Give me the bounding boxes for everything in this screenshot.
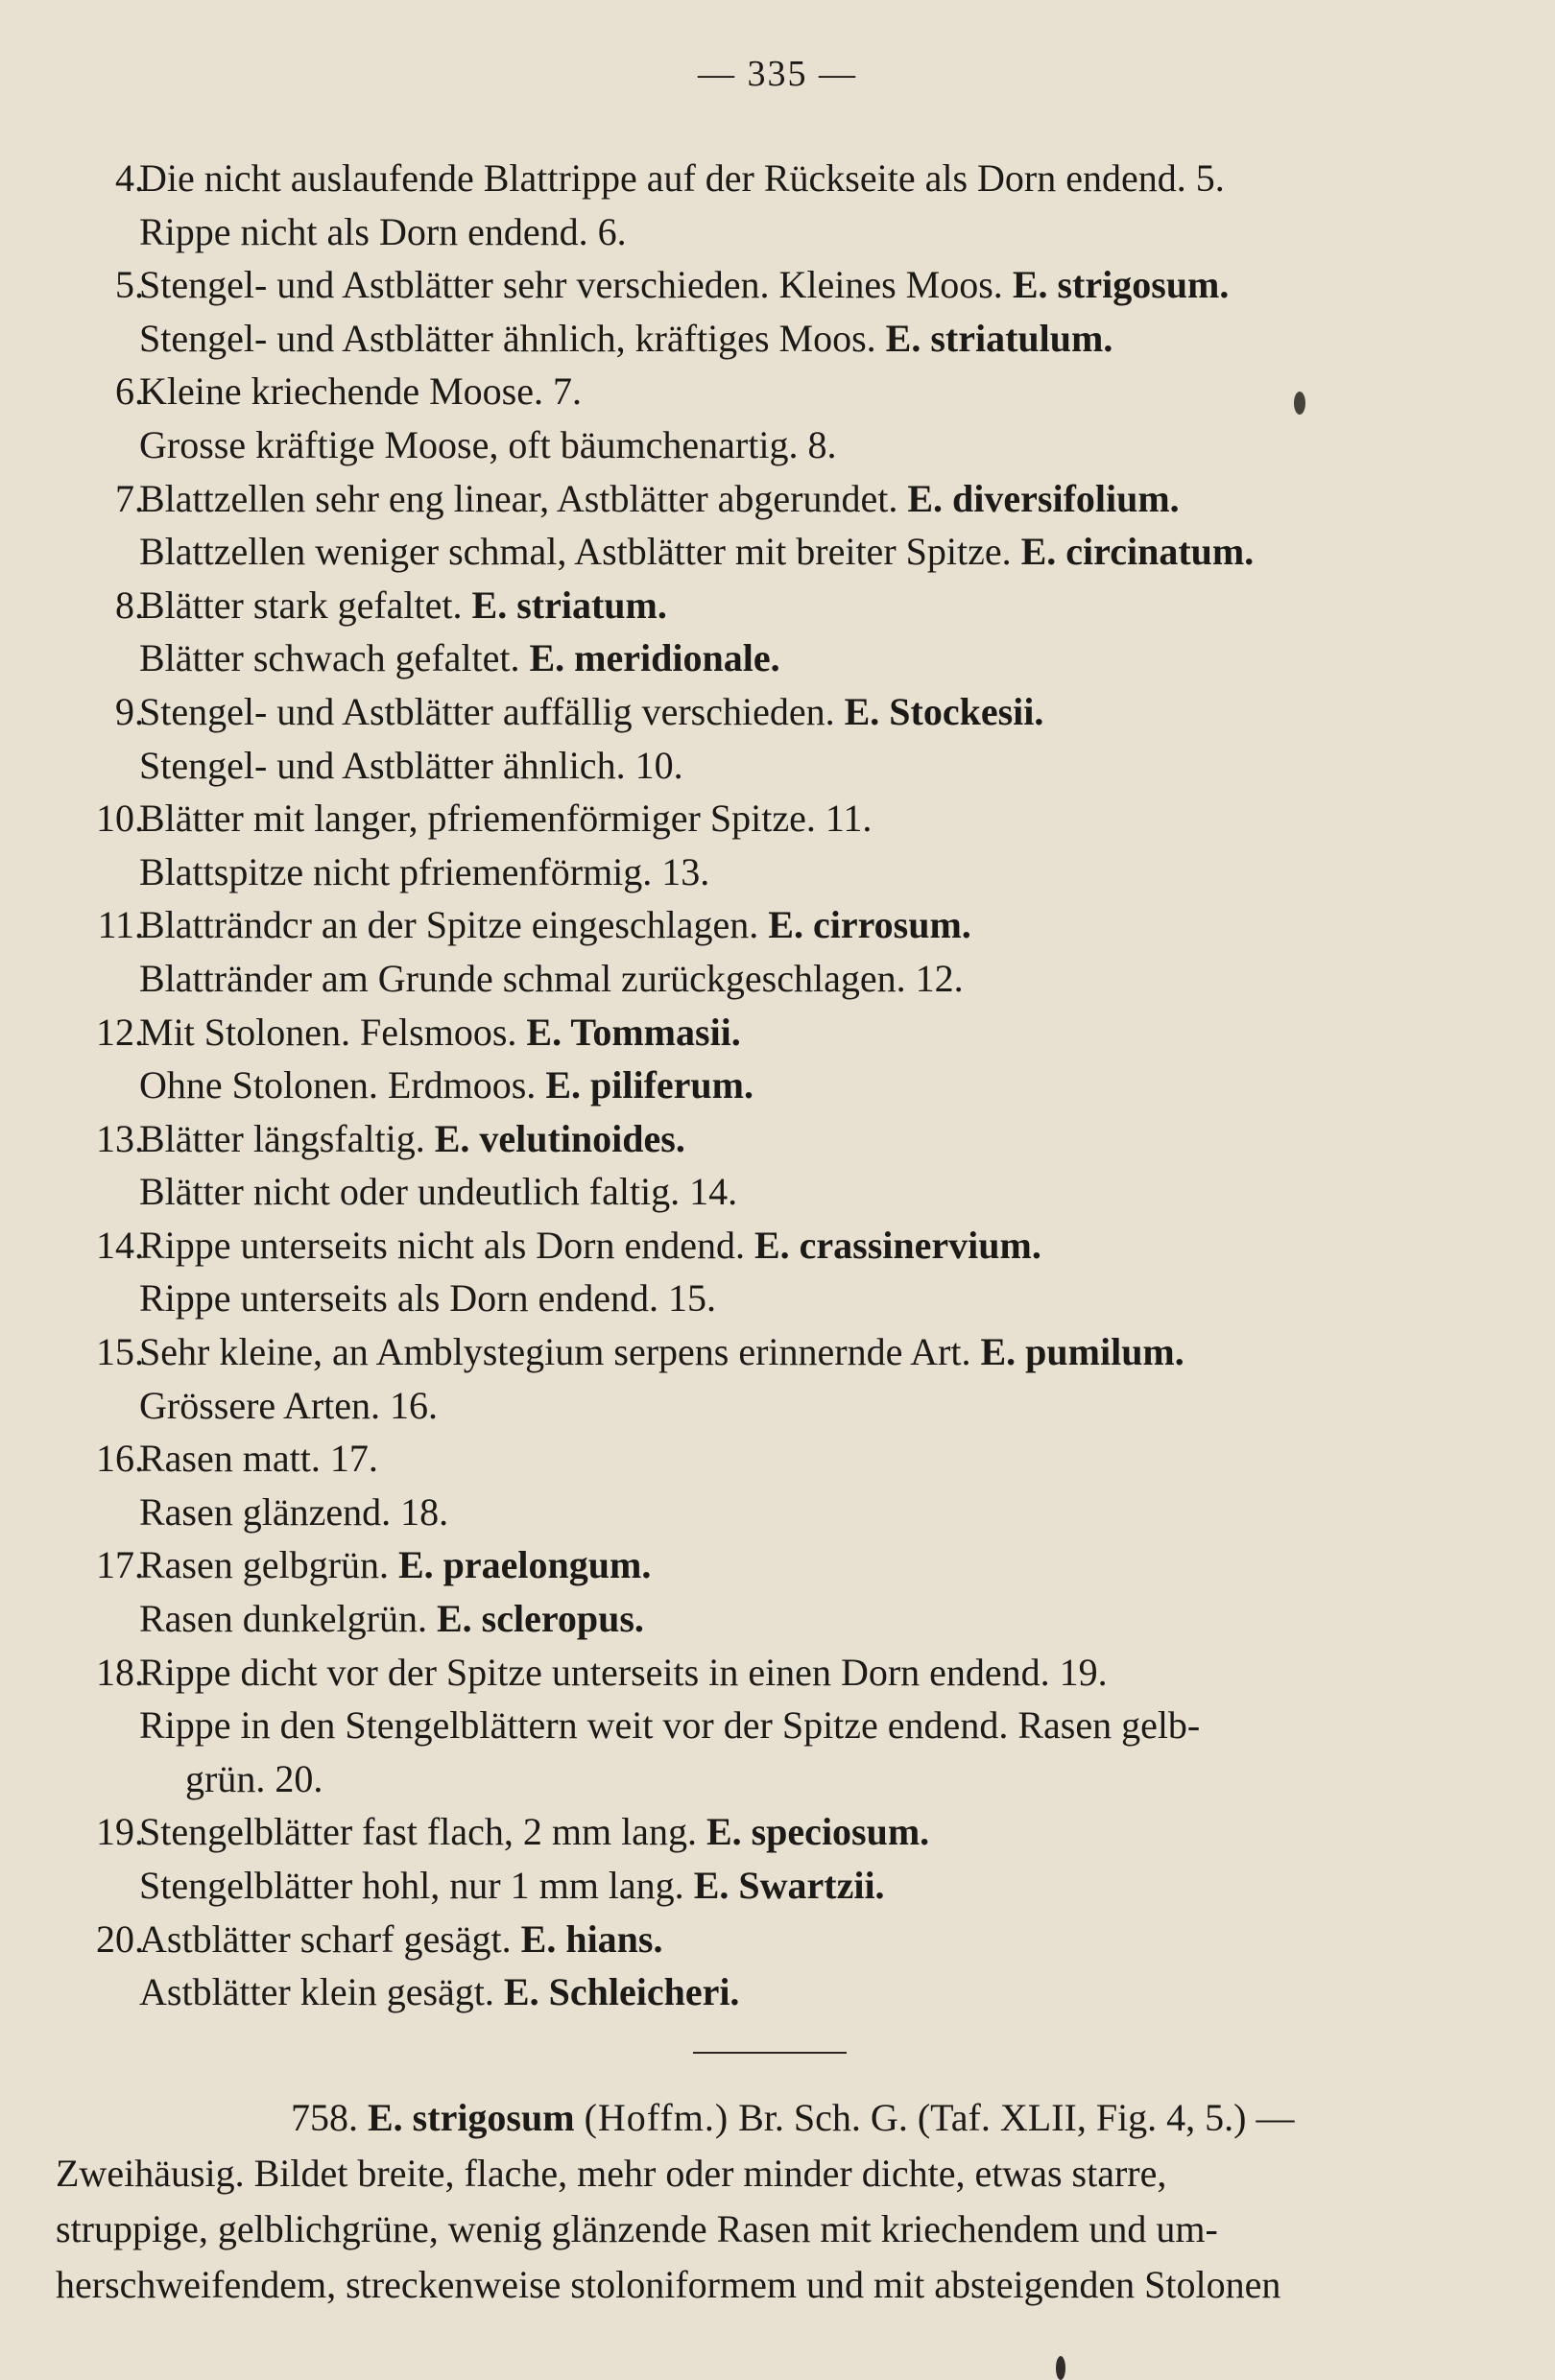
key-text: Rasen gelbgrün.: [139, 1543, 389, 1587]
key-text-wrapper: [139, 1219, 1041, 1273]
key-text-wrapper: [139, 1379, 438, 1433]
species-name: E. meridionale.: [529, 636, 780, 680]
key-line: [58, 1112, 1497, 1166]
species-name: E. praelongum.: [397, 1543, 652, 1587]
species-name: E. strigosum.: [1012, 263, 1230, 307]
key-line: [58, 258, 1497, 312]
key-text: Grosse kräftige Moose, oft bäumchenartig. 8.: [139, 422, 837, 466]
key-number: 14.: [96, 1223, 144, 1267]
key-text-wrapper: [139, 418, 836, 472]
description-author: (Hoffm.): [584, 2096, 730, 2139]
species-name: E. cirrosum.: [768, 903, 971, 947]
key-text: Blätter stark gefaltet.: [139, 583, 463, 627]
key-text: Rasen glänzend. 18.: [139, 1489, 449, 1534]
key-text-wrapper: [139, 525, 1254, 579]
species-name: E. striatulum.: [885, 316, 1113, 360]
key-number: 16.: [96, 1437, 144, 1481]
key-line: [58, 152, 1497, 205]
key-line: [58, 1965, 1497, 2019]
key-line: [58, 525, 1497, 579]
key-text-wrapper: [139, 1486, 448, 1539]
key-line: [58, 1219, 1497, 1273]
key-line: [58, 685, 1497, 739]
key-text: Blätter längsfaltig.: [139, 1116, 425, 1160]
key-text-wrapper: [139, 1592, 644, 1646]
key-text: Rippe unterseits als Dorn endend. 15.: [139, 1276, 716, 1321]
key-text: Die nicht auslaufende Blattrippe auf der Rückseite als Dorn endend. 5.: [139, 156, 1225, 200]
species-name: E. piliferum.: [545, 1063, 754, 1107]
key-text-wrapper: [139, 792, 872, 845]
species-name: E. pumilum.: [980, 1330, 1184, 1374]
key-text-wrapper: [139, 1165, 737, 1219]
key-text: Stengel- und Astblätter sehr verschieden. Kleines Moos.: [139, 263, 1003, 307]
description-number: 758.: [291, 2096, 358, 2139]
key-text-wrapper: [139, 1432, 378, 1486]
key-text-wrapper: [139, 1699, 1200, 1752]
key-line: [58, 205, 1497, 259]
key-text: Grössere Arten. 16.: [139, 1383, 439, 1427]
key-text: Stengelblätter hohl, nur 1 mm lang.: [139, 1864, 684, 1907]
key-text-wrapper: [139, 205, 627, 259]
species-name: E. Schleicheri.: [503, 1970, 740, 2014]
key-text: Blattzellen weniger schmal, Astblätter mit breiter Spitze.: [139, 530, 1012, 574]
key-line: [58, 579, 1497, 632]
key-text: Blattspitze nicht pfriemenförmig. 13.: [139, 849, 710, 893]
key-line: [58, 1325, 1497, 1379]
key-line: [58, 1379, 1497, 1433]
key-line: [58, 1913, 1497, 1966]
species-name: E. circinatum.: [1020, 530, 1255, 574]
key-number: 10.: [96, 797, 144, 841]
key-number: 4.: [115, 156, 144, 200]
key-line: [58, 1646, 1497, 1700]
key-line: [58, 1592, 1497, 1646]
key-text-wrapper: [139, 631, 780, 685]
key-text: Blätter schwach gefaltet.: [139, 636, 520, 680]
key-text-wrapper: [139, 952, 964, 1006]
key-text: Sehr kleine, an Amblystegium serpens erinnernde Art.: [139, 1330, 971, 1374]
key-line: [58, 898, 1497, 952]
key-number: 20.: [96, 1916, 144, 1961]
key-text: Blattzellen sehr eng linear, Astblätter abgerundet.: [139, 476, 898, 520]
key-text-wrapper: [139, 258, 1229, 312]
page-number: — 335 —: [698, 54, 857, 94]
key-text-wrapper: [139, 685, 1043, 739]
key-number: 18.: [96, 1650, 144, 1694]
key-line: [58, 1059, 1497, 1112]
key-text: Astblätter klein gesägt.: [139, 1970, 494, 2014]
key-number: 7.: [115, 476, 144, 520]
key-text: Blätter mit langer, pfriemenförmiger Spitze. 11.: [139, 797, 873, 841]
key-line: [58, 739, 1497, 793]
key-line: [58, 845, 1497, 899]
key-text: Rippe unterseits nicht als Dorn endend.: [139, 1223, 745, 1267]
key-text: Blatträndcr an der Spitze eingeschlagen.: [139, 903, 759, 947]
key-text-wrapper: [139, 845, 709, 899]
key-text: Blattränder am Grunde schmal zurückgeschlagen. 12.: [139, 956, 964, 1000]
key-text-wrapper: [139, 898, 971, 952]
key-text-wrapper: [139, 1859, 885, 1913]
key-line: [58, 1699, 1497, 1752]
key-line: [58, 1486, 1497, 1539]
key-number: 13.: [96, 1116, 144, 1160]
key-text-wrapper: [139, 1112, 685, 1166]
species-name: E. crassinervium.: [754, 1223, 1041, 1267]
key-number: 6.: [115, 369, 144, 414]
key-number: 17.: [96, 1543, 144, 1587]
key-text: Stengel- und Astblätter ähnlich. 10.: [139, 743, 683, 787]
description-line: struppige, gelblichgrüne, wenig glänzende Rasen mit kriechendem und um-: [56, 2207, 1218, 2250]
key-text: grün. 20.: [185, 1756, 323, 1800]
key-line: [58, 631, 1497, 685]
key-text-wrapper: [139, 1646, 1108, 1700]
key-text: Rippe in den Stengelblättern weit vor der Spitze endend. Rasen gelb-: [139, 1703, 1201, 1748]
key-text: Blätter nicht oder undeutlich faltig. 14.: [139, 1170, 738, 1214]
key-line: [58, 952, 1497, 1006]
species-name: E. striatum.: [471, 583, 667, 627]
description-heading-line: [56, 2090, 1495, 2146]
key-text-wrapper: [139, 472, 1180, 526]
key-text-wrapper: [139, 152, 1225, 205]
key-line: [58, 312, 1497, 366]
key-text: Stengel- und Astblätter ähnlich, kräftiges Moos.: [139, 316, 876, 360]
key-line: [58, 1432, 1497, 1486]
key-text: Rasen matt. 17.: [139, 1437, 378, 1481]
description-line: Zweihäusig. Bildet breite, flache, mehr oder minder dichte, etwas starre,: [56, 2152, 1167, 2195]
key-number: 12.: [96, 1010, 144, 1054]
key-text: Stengel- und Astblätter auffällig verschieden.: [139, 689, 835, 733]
key-number: 9.: [115, 689, 144, 733]
key-line: [58, 418, 1497, 472]
description-species: E. strigosum: [368, 2096, 575, 2139]
key-number: 11.: [97, 903, 144, 947]
description-reference: Br. Sch. G. (Taf. XLII, Fig. 4, 5.) —: [738, 2096, 1295, 2139]
key-text-wrapper: [139, 1965, 739, 2019]
key-text-wrapper: [139, 1538, 651, 1592]
identification-key: [58, 152, 1497, 2019]
ink-smudge: [1294, 392, 1305, 415]
key-text-wrapper: [139, 365, 582, 418]
species-name: E. diversifolium.: [907, 476, 1180, 520]
key-number: 8.: [115, 583, 144, 627]
key-text: Ohne Stolonen. Erdmoos.: [139, 1063, 537, 1107]
species-name: E. Tommasii.: [526, 1010, 741, 1054]
species-name: E. Stockesii.: [844, 689, 1044, 733]
key-text: Rasen dunkelgrün.: [139, 1597, 427, 1641]
key-text: Rippe dicht vor der Spitze unterseits in einen Dorn endend. 19.: [139, 1650, 1108, 1694]
key-text: Stengelblätter fast flach, 2 mm lang.: [139, 1810, 697, 1854]
key-number: 5.: [115, 263, 144, 307]
key-text-wrapper: [185, 1752, 323, 1806]
key-line: [58, 1006, 1497, 1059]
description-line: herschweifendem, streckenweise stoloniformem und mit absteigenden Stolonen: [56, 2263, 1281, 2306]
key-text-wrapper: [139, 312, 1112, 366]
key-text-wrapper: [139, 579, 667, 632]
key-line: [58, 1859, 1497, 1913]
key-text: Astblätter scharf gesägt.: [139, 1916, 512, 1961]
key-text: Rippe nicht als Dorn endend. 6.: [139, 209, 627, 253]
section-divider: [693, 2052, 847, 2054]
key-line: [58, 1752, 1497, 1806]
species-name: E. speciosum.: [706, 1810, 930, 1854]
key-line: [58, 792, 1497, 845]
key-line: [58, 365, 1497, 418]
key-line: [58, 1272, 1497, 1325]
species-description: [56, 2090, 1495, 2313]
key-text-wrapper: [139, 1272, 716, 1325]
key-text-wrapper: [139, 739, 683, 793]
key-line: [58, 1538, 1497, 1592]
key-line: [58, 472, 1497, 526]
key-text: Mit Stolonen. Felsmoos.: [139, 1010, 517, 1054]
species-name: E. hians.: [520, 1916, 663, 1961]
key-number: 15.: [96, 1330, 144, 1374]
key-text-wrapper: [139, 1006, 741, 1059]
key-text-wrapper: [139, 1059, 754, 1112]
key-text-wrapper: [139, 1325, 1184, 1379]
ink-smudge: [1056, 2356, 1065, 2380]
key-text-wrapper: [139, 1913, 663, 1966]
species-name: E. scleropus.: [436, 1597, 644, 1641]
key-line: [58, 1165, 1497, 1219]
key-text-wrapper: [139, 1805, 929, 1859]
key-number: 19.: [96, 1810, 144, 1854]
key-text: Kleine kriechende Moose. 7.: [139, 369, 582, 414]
species-name: E. velutinoides.: [434, 1116, 685, 1160]
species-name: E. Swartzii.: [693, 1864, 885, 1907]
key-line: [58, 1805, 1497, 1859]
